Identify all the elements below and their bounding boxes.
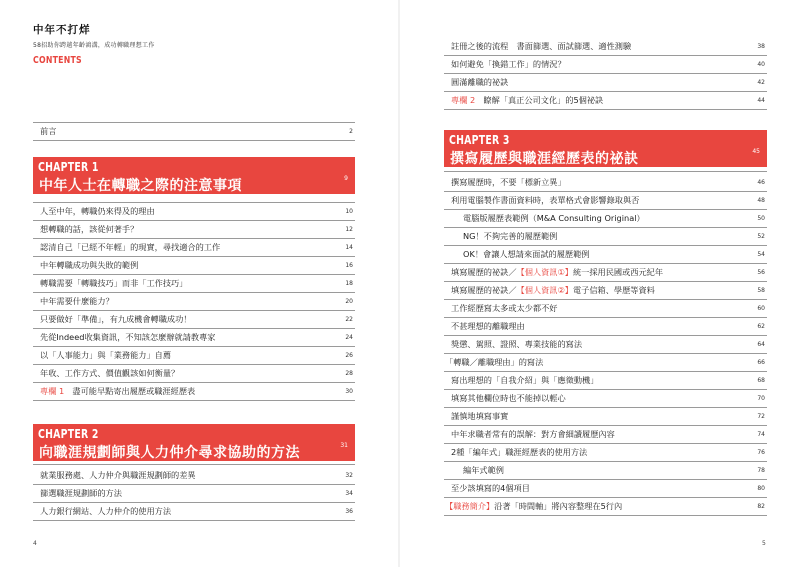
toc-entry-page: 44 <box>757 97 765 104</box>
chapter-label: CHAPTER 1 <box>38 160 99 174</box>
chapter-3-header[interactable] <box>444 130 767 167</box>
toc-entry-title: 轉職需要「轉職技巧」而非「工作技巧」 <box>40 278 188 288</box>
toc-entry-page: 32 <box>345 472 353 479</box>
chapter-underline <box>33 464 355 465</box>
toc-entry-title: 瞭解「真正公司文化」的5個祕訣 <box>483 95 604 105</box>
toc-entry-page: 58 <box>757 287 765 294</box>
toc-entry-title: 盡可能早點寄出履歷或職涯經歷表 <box>72 386 196 396</box>
toc-entry-page: 76 <box>757 449 765 456</box>
chapter-1-header[interactable] <box>33 157 355 194</box>
toc-entry[interactable] <box>33 467 355 485</box>
toc-entry-title: 想轉職的話，該從何著手？ <box>40 224 139 234</box>
toc-entry[interactable] <box>33 365 355 383</box>
section-tag: 【個人資訊②】 <box>516 285 573 295</box>
toc-entry-title: 撰寫履歷時，不要「標新立異」 <box>451 177 566 187</box>
toc-entry-suffix: 沿著「時間軸」將內容整理在5行內 <box>494 501 623 511</box>
toc-entry-sub[interactable] <box>444 210 767 228</box>
toc-entry[interactable] <box>444 300 767 318</box>
chapter-page: 9 <box>344 175 348 182</box>
toc-entry[interactable] <box>33 239 355 257</box>
toc-entry[interactable] <box>33 329 355 347</box>
toc-entry[interactable] <box>444 390 767 408</box>
toc-entry[interactable] <box>444 354 767 372</box>
toc-entry-title: 電腦版履歷表範例（M&A Consulting Original） <box>463 213 645 223</box>
toc-entry-sub[interactable] <box>444 246 767 264</box>
right-page <box>400 0 799 567</box>
toc-entry-title: 認清自己「已經不年輕」的現實，尋找適合的工作 <box>40 242 221 252</box>
chapter-2-header[interactable] <box>33 424 355 461</box>
toc-entry-sub[interactable] <box>444 462 767 480</box>
toc-entry[interactable] <box>33 221 355 239</box>
toc-entry-page: 68 <box>757 377 765 384</box>
chapter-name: 中年人士在轉職之際的注意事項 <box>39 178 242 194</box>
page-number-left: 4 <box>33 540 37 547</box>
toc-entry-column[interactable] <box>33 383 355 401</box>
toc-entry-title: 前言 <box>40 126 57 136</box>
toc-entry-page: 36 <box>345 508 353 515</box>
toc-entry-page: 30 <box>345 388 353 395</box>
toc-entry-page: 16 <box>345 262 353 269</box>
toc-entry-title: 編年式範例 <box>463 465 504 475</box>
toc-entry-title: NG！不夠完善的履歷範例 <box>463 231 558 241</box>
toc-entry[interactable] <box>444 498 767 516</box>
toc-entry-page: 22 <box>345 316 353 323</box>
toc-entry-page: 26 <box>345 352 353 359</box>
toc-entry-title: 中年需要什麼能力？ <box>40 296 114 306</box>
toc-entry-title: 以「人事能力」與「業務能力」自薦 <box>40 350 172 360</box>
toc-entry[interactable] <box>444 336 767 354</box>
toc-entry-page: 82 <box>757 503 765 510</box>
toc-entry[interactable] <box>444 372 767 390</box>
toc-entry-page: 64 <box>757 341 765 348</box>
toc-entry[interactable] <box>444 444 767 462</box>
toc-entry-title: OK！會讓人想請來面試的履歷範例 <box>463 249 590 259</box>
toc-entry-sub[interactable] <box>444 228 767 246</box>
toc-entry-suffix: 電子信箱、學歷等資料 <box>572 285 655 295</box>
chapter-name: 撰寫履歷與職涯經歷表的祕訣 <box>450 151 639 167</box>
toc-entry[interactable] <box>444 192 767 210</box>
toc-entry-page: 28 <box>345 370 353 377</box>
toc-entry-title: 「轉職／離職理由」的寫法 <box>445 357 544 367</box>
toc-entry[interactable] <box>33 503 355 521</box>
toc-entry-page: 10 <box>345 208 353 215</box>
toc-entry-page: 50 <box>757 215 765 222</box>
toc-entry-page: 74 <box>757 431 765 438</box>
toc-entry-title: 謹慎地填寫事實 <box>451 411 509 421</box>
toc-entry-column[interactable] <box>444 92 767 110</box>
chapter-label: CHAPTER 2 <box>38 427 99 441</box>
toc-entry-prefix: 填寫履歷的祕訣／ <box>451 285 517 295</box>
chapter-label: CHAPTER 3 <box>449 133 510 147</box>
toc-entry[interactable] <box>444 282 767 300</box>
section-tag: 【個人資訊①】 <box>516 267 573 277</box>
toc-entry-page: 14 <box>345 244 353 251</box>
toc-entry[interactable] <box>33 293 355 311</box>
toc-entry[interactable] <box>444 74 767 92</box>
toc-entry-page: 12 <box>345 226 353 233</box>
toc-entry[interactable] <box>33 485 355 503</box>
toc-entry-title: 寫出理想的「自我介紹」與「應徵動機」 <box>451 375 599 385</box>
toc-entry-page: 34 <box>345 490 353 497</box>
toc-entry[interactable] <box>444 426 767 444</box>
toc-entry[interactable] <box>33 311 355 329</box>
toc-entry-prefix: 填寫履歷的祕訣／ <box>451 267 517 277</box>
toc-entry-title: 人至中年，轉職仍來得及的理由 <box>40 206 155 216</box>
column-tag: 專欄 2 <box>451 95 476 105</box>
toc-entry[interactable] <box>444 174 767 192</box>
toc-entry-title: 圓滿離職的祕訣 <box>451 77 509 87</box>
toc-entry-page: 62 <box>757 323 765 330</box>
toc-entry-title: 工作經歷寫太多或太少都不好 <box>451 303 558 313</box>
toc-entry-title: 人力銀行網站、人力仲介的使用方法 <box>40 506 172 516</box>
toc-entry-page: 60 <box>757 305 765 312</box>
toc-entry[interactable] <box>33 275 355 293</box>
left-page <box>0 0 399 567</box>
toc-entry-title: 中年轉職成功與失敗的範例 <box>40 260 139 270</box>
toc-entry-title: 先從Indeed收集資訊，不知該怎麼辦就請教專家 <box>40 332 216 342</box>
toc-entry[interactable] <box>33 203 355 221</box>
chapter-name: 向職涯規劃師與人力仲介尋求協助的方法 <box>39 445 300 461</box>
toc-entry-page: 18 <box>345 280 353 287</box>
toc-entry-title: 註冊之後的流程 書面篩選、面試篩選、適性測驗 <box>451 41 632 51</box>
contents-label: CONTENTS <box>33 55 82 66</box>
chapter-page: 31 <box>340 442 348 449</box>
toc-entry-title: 就業服務處、人力仲介與職涯規劃師的差異 <box>40 470 196 480</box>
column-tag: 專欄 1 <box>40 386 65 396</box>
toc-entry-page: 40 <box>757 61 765 68</box>
section-tag: 【職務簡介】 <box>445 501 495 511</box>
toc-entry-title: 利用電腦製作書面資料時，表單格式會影響錄取與否 <box>451 195 640 205</box>
toc-entry-page: 66 <box>757 359 765 366</box>
toc-entry-page: 72 <box>757 413 765 420</box>
toc-entry[interactable] <box>444 38 767 56</box>
toc-entry-page: 70 <box>757 395 765 402</box>
toc-entry-title: 年收、工作方式、價值觀該如何衡量？ <box>40 368 180 378</box>
chapter-page: 45 <box>752 148 760 155</box>
toc-entry-title: 不甚理想的離職理由 <box>451 321 525 331</box>
toc-entry-suffix: 統一採用民國或西元紀年 <box>572 267 664 277</box>
toc-entry[interactable] <box>444 264 767 282</box>
toc-entry-page: 52 <box>757 233 765 240</box>
toc-entry-page: 38 <box>757 43 765 50</box>
toc-entry-title: 至少該填寫的4個項目 <box>451 483 530 493</box>
toc-entry-title: 如何避免「換錯工作」的情況？ <box>451 59 566 69</box>
toc-entry-title: 篩選職涯規劃師的方法 <box>40 488 122 498</box>
toc-entry-title: 只要做好「準備」，有九成機會轉職成功！ <box>40 314 192 324</box>
book-title: 中年不打烊 <box>33 24 91 36</box>
toc-entry-page: 20 <box>345 298 353 305</box>
toc-entry[interactable] <box>444 408 767 426</box>
toc-entry-page: 2 <box>349 128 353 135</box>
toc-entry-title: 獎懲、駕照、證照、專業技能的寫法 <box>451 339 583 349</box>
toc-entry-title: 中年求職者常有的誤解：對方會細讀履歷內容 <box>451 429 615 439</box>
toc-entry-title: 2種「編年式」職涯經歷表的使用方法 <box>451 447 588 457</box>
book-subtitle: 58招助你跨越年齡鴻溝，成功轉職理想工作 <box>33 42 155 49</box>
toc-entry[interactable] <box>444 56 767 74</box>
toc-entry-page: 80 <box>757 485 765 492</box>
toc-entry-preface[interactable] <box>33 122 355 141</box>
toc-entry[interactable] <box>444 318 767 336</box>
toc-entry-page: 54 <box>757 251 765 258</box>
toc-entry-page: 78 <box>757 467 765 474</box>
toc-entry[interactable] <box>33 257 355 275</box>
toc-entry-page: 46 <box>757 179 765 186</box>
toc-entry-page: 56 <box>757 269 765 276</box>
chapter-underline <box>444 171 767 172</box>
toc-entry[interactable] <box>33 347 355 365</box>
toc-entry-page: 24 <box>345 334 353 341</box>
page-number-right: 5 <box>762 540 766 547</box>
toc-entry-page: 48 <box>757 197 765 204</box>
toc-entry[interactable] <box>444 480 767 498</box>
toc-entry-page: 42 <box>757 79 765 86</box>
toc-entry-title: 填寫其他欄位時也不能掉以輕心 <box>451 393 566 403</box>
